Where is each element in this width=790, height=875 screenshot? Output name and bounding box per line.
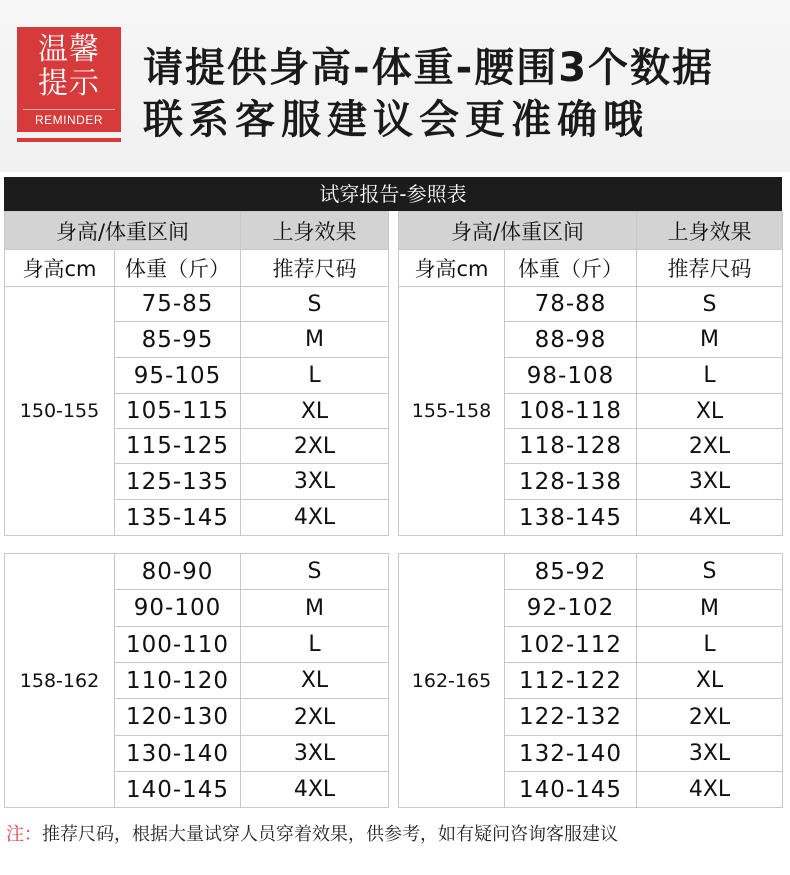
weight-range-cell: 80-90	[115, 554, 241, 590]
weight-range-cell: 125-135	[115, 464, 241, 500]
weight-range-cell: 108-118	[505, 394, 637, 429]
height-range-cell: 155-158	[399, 287, 505, 536]
size-cell: XL	[637, 663, 783, 699]
footnote-prefix: 注：	[6, 824, 42, 845]
size-cell: 3XL	[241, 464, 389, 500]
weight-range-cell: 105-115	[115, 394, 241, 429]
height-range-cell: 162-165	[399, 554, 505, 808]
size-cell: 4XL	[241, 500, 389, 536]
weight-range-cell: 98-108	[505, 358, 637, 394]
height-range-cell: 158-162	[5, 554, 115, 808]
size-cell: 3XL	[637, 464, 783, 500]
size-cell: M	[241, 590, 389, 627]
footnote	[6, 820, 618, 846]
size-cell: 2XL	[637, 429, 783, 464]
weight-range-cell: 85-95	[115, 322, 241, 358]
header-fit-effect: 上身效果	[637, 212, 783, 250]
size-cell: XL	[241, 663, 389, 699]
weight-range-cell: 100-110	[115, 627, 241, 663]
size-cell: 4XL	[637, 772, 783, 808]
size-cell: L	[637, 358, 783, 394]
header-fit-effect: 上身效果	[241, 212, 389, 250]
weight-range-cell: 140-145	[115, 772, 241, 808]
size-cell: XL	[241, 394, 389, 429]
weight-range-cell: 120-130	[115, 699, 241, 736]
header-height-weight-range: 身高/体重区间	[5, 212, 241, 250]
header-weight-jin: 体重（斤）	[115, 250, 241, 287]
weight-range-cell: 128-138	[505, 464, 637, 500]
header-height-cm: 身高cm	[399, 250, 505, 287]
table-title-banner: 试穿报告-参照表	[4, 177, 782, 211]
weight-range-cell: 115-125	[115, 429, 241, 464]
size-table-block-3	[4, 553, 389, 808]
size-cell: S	[637, 554, 783, 590]
weight-range-cell: 140-145	[505, 772, 637, 808]
weight-range-cell: 118-128	[505, 429, 637, 464]
weight-range-cell: 95-105	[115, 358, 241, 394]
reminder-title-line-2: 联系客服建议会更准确哦	[143, 97, 649, 143]
size-cell: 3XL	[637, 736, 783, 772]
weight-range-cell: 138-145	[505, 500, 637, 536]
size-table-block-2	[398, 211, 783, 536]
size-cell: L	[637, 627, 783, 663]
header-size-recommendation: 推荐尺码	[637, 250, 783, 287]
weight-range-cell: 112-122	[505, 663, 637, 699]
header-height-weight-range: 身高/体重区间	[399, 212, 637, 250]
weight-range-cell: 102-112	[505, 627, 637, 663]
weight-range-cell: 85-92	[505, 554, 637, 590]
size-cell: 2XL	[241, 429, 389, 464]
size-cell: L	[241, 627, 389, 663]
size-cell: S	[637, 287, 783, 322]
footnote-text: 推荐尺码，根据大量试穿人员穿着效果，供参考，如有疑问咨询客服建议	[42, 824, 618, 845]
header-weight-jin: 体重（斤）	[505, 250, 637, 287]
badge-underline	[17, 138, 121, 142]
size-cell: 4XL	[241, 772, 389, 808]
reminder-badge	[17, 27, 121, 132]
header-height-cm: 身高cm	[5, 250, 115, 287]
height-range-cell: 150-155	[5, 287, 115, 536]
size-cell: S	[241, 554, 389, 590]
weight-range-cell: 130-140	[115, 736, 241, 772]
size-cell: 2XL	[637, 699, 783, 736]
weight-range-cell: 78-88	[505, 287, 637, 322]
size-table-block-4	[398, 553, 783, 808]
size-cell: M	[637, 590, 783, 627]
size-cell: S	[241, 287, 389, 322]
size-cell: M	[637, 322, 783, 358]
size-cell: 2XL	[241, 699, 389, 736]
weight-range-cell: 75-85	[115, 287, 241, 322]
reminder-title-line-1: 请提供身高-体重-腰围3个数据	[143, 45, 715, 91]
weight-range-cell: 132-140	[505, 736, 637, 772]
size-cell: 4XL	[637, 500, 783, 536]
badge-sub-label: REMINDER	[23, 109, 115, 127]
weight-range-cell: 110-120	[115, 663, 241, 699]
size-cell: 3XL	[241, 736, 389, 772]
badge-line-1: 温馨	[38, 32, 100, 67]
size-table-block-1	[4, 211, 389, 536]
reminder-header	[0, 0, 790, 172]
weight-range-cell: 88-98	[505, 322, 637, 358]
size-cell: M	[241, 322, 389, 358]
weight-range-cell: 135-145	[115, 500, 241, 536]
weight-range-cell: 122-132	[505, 699, 637, 736]
size-cell: XL	[637, 394, 783, 429]
header-size-recommendation: 推荐尺码	[241, 250, 389, 287]
size-cell: L	[241, 358, 389, 394]
badge-line-2: 提示	[38, 66, 100, 101]
weight-range-cell: 90-100	[115, 590, 241, 627]
weight-range-cell: 92-102	[505, 590, 637, 627]
